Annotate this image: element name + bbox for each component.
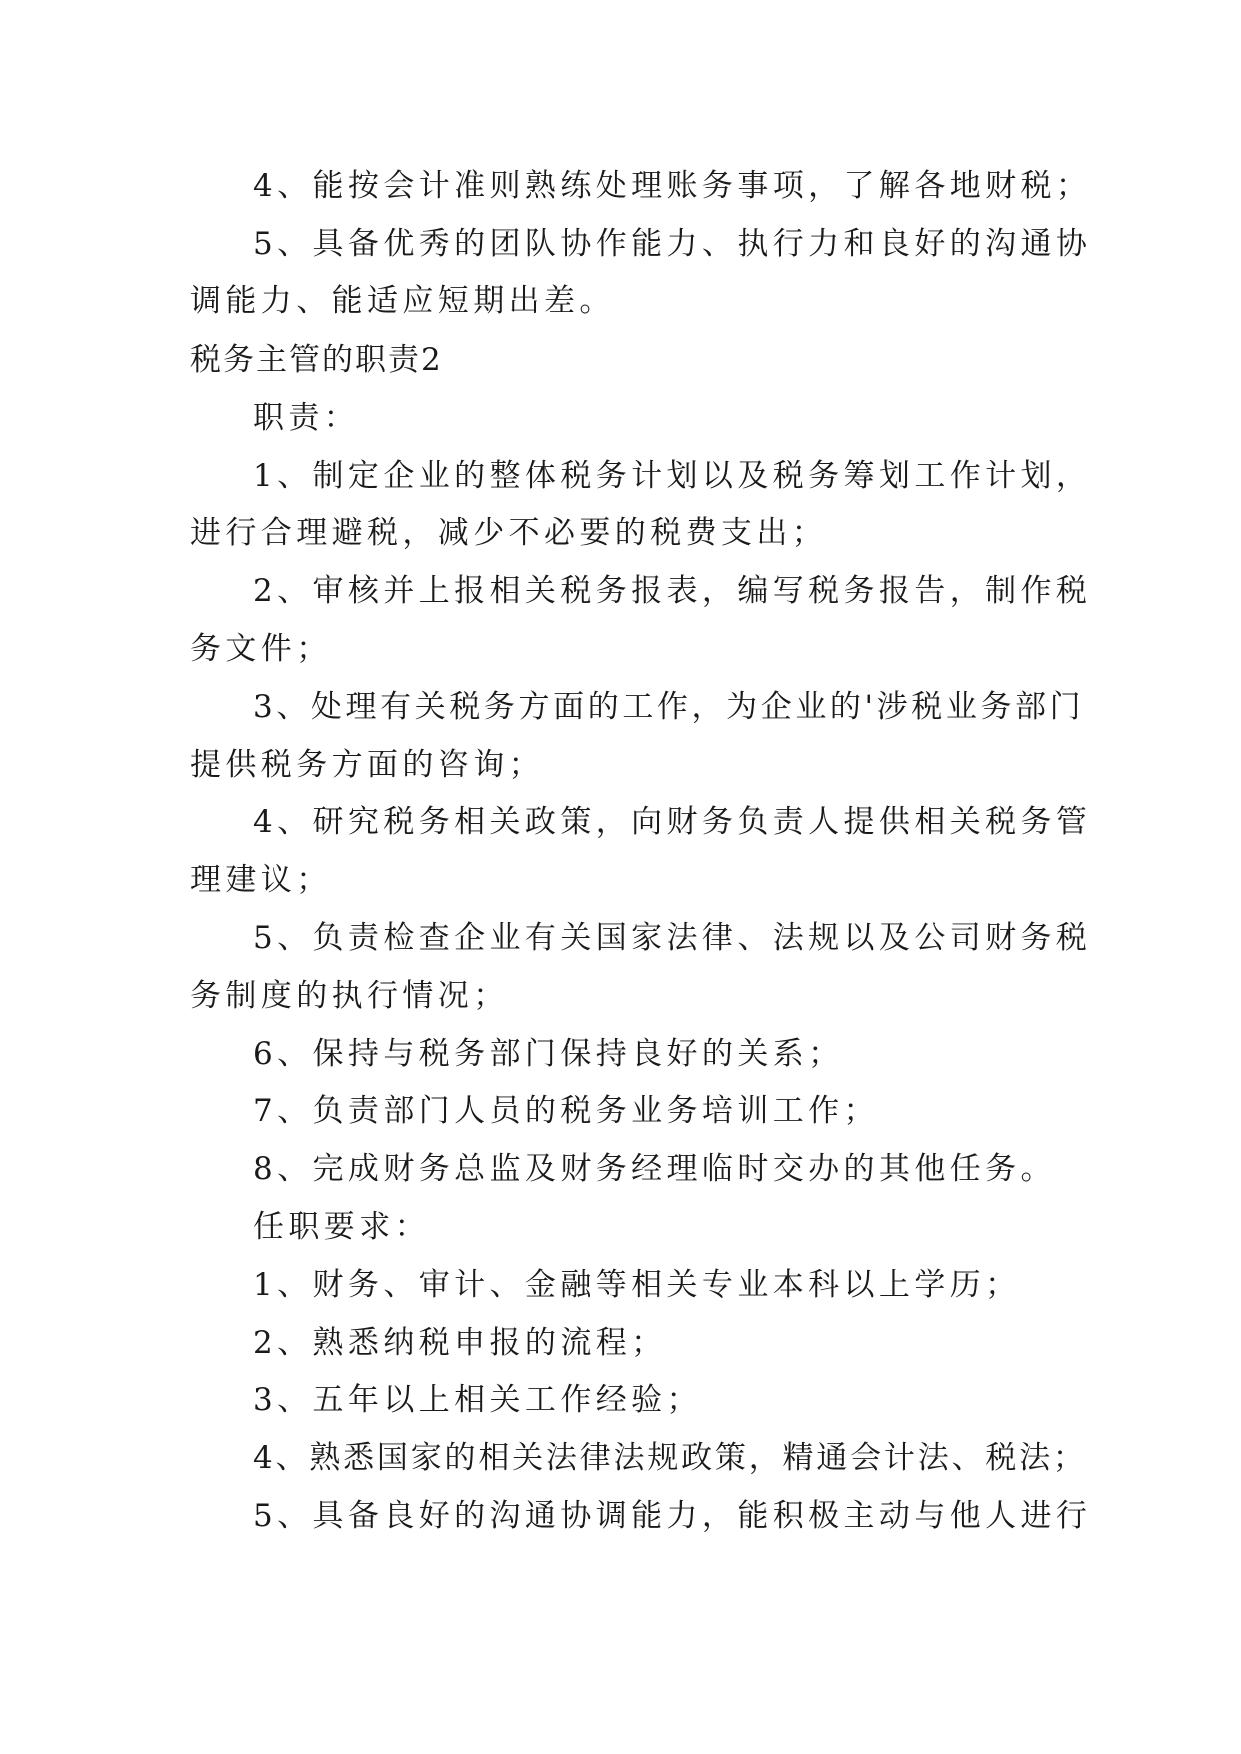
list-item: 3、处理有关税务方面的工作，为企业的'涉税业务部门: [253, 689, 1085, 725]
paragraph-continuation: 务文件；: [190, 631, 332, 667]
list-item: 2、审核并上报相关税务报表，编写税务报告，制作税: [253, 573, 1092, 609]
list-item: 2、熟悉纳税申报的流程；: [253, 1325, 667, 1361]
list-item: 5、负责检查企业有关国家法律、法规以及公司财务税: [253, 920, 1092, 956]
paragraph-continuation: 进行合理避税，减少不必要的税费支出；: [190, 515, 828, 551]
list-item: 4、能按会计准则熟练处理账务事项，了解各地财税；: [253, 168, 1092, 204]
list-item: 4、研究税务相关政策，向财务负责人提供相关税务管: [253, 804, 1092, 840]
subheading-requirements: 任职要求：: [253, 1209, 430, 1245]
list-item: 6、保持与税务部门保持良好的关系；: [253, 1036, 844, 1072]
list-item: 8、完成财务总监及财务经理临时交办的其他任务。: [253, 1151, 1056, 1187]
list-item: 4、熟悉国家的相关法律法规政策，精通会计法、税法；: [253, 1440, 1087, 1476]
list-item: 5、具备优秀的团队协作能力、执行力和良好的沟通协: [253, 226, 1092, 262]
paragraph-continuation: 理建议；: [190, 862, 332, 898]
section-heading: 税务主管的职责2: [190, 342, 443, 378]
list-item: 1、制定企业的整体税务计划以及税务筹划工作计划，: [253, 458, 1092, 494]
subheading-duties: 职责：: [253, 400, 360, 436]
list-item: 1、财务、审计、金融等相关专业本科以上学历；: [253, 1267, 1021, 1303]
paragraph-continuation: 调能力、能适应短期出差。: [190, 283, 615, 319]
paragraph-continuation: 务制度的执行情况；: [190, 978, 509, 1014]
list-item: 3、五年以上相关工作经验；: [253, 1382, 702, 1418]
list-item: 7、负责部门人员的税务业务培训工作；: [253, 1093, 879, 1129]
paragraph-continuation: 提供税务方面的咨询；: [190, 747, 544, 783]
list-item: 5、具备良好的沟通协调能力，能积极主动与他人进行: [253, 1498, 1092, 1534]
